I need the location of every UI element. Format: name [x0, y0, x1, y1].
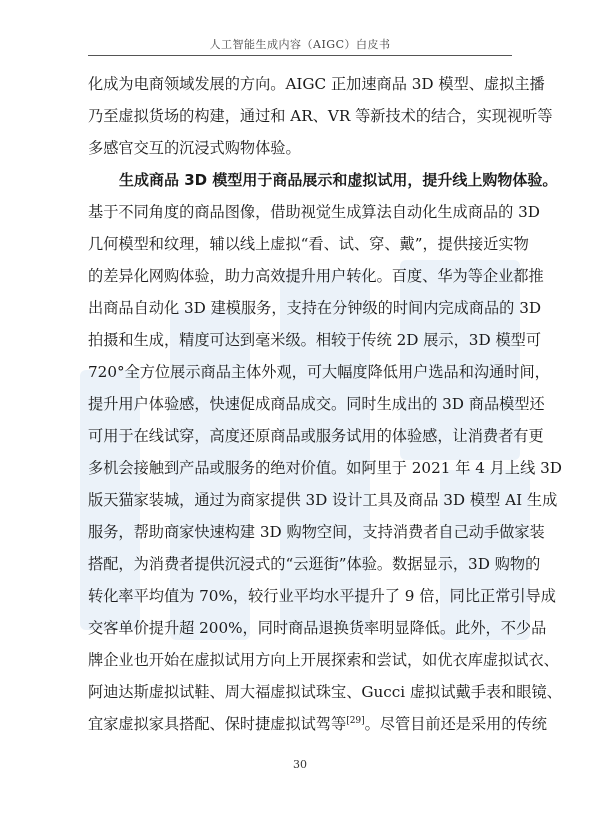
body-line: 提升用户体验感，快速促成商品成交。同时生成出的 3D 商品模型还 — [88, 395, 545, 413]
body-line: 720°全方位展示商品主体外观，可大幅度降低用户选品和沟通时间， — [88, 363, 550, 381]
page-body — [88, 68, 562, 740]
body-line: 转化率平均值为 70%，较行业平均水平提升了 9 倍，同比正常引导成 — [88, 587, 556, 605]
running-header: 人工智能生成内容（AIGC）白皮书 — [209, 38, 391, 51]
body-line: 基于不同角度的商品图像，借助视觉生成算法自动化生成商品的 3D — [88, 203, 540, 221]
body-line-with-citation — [88, 708, 547, 740]
body-line: 乃至虚拟货场的构建，通过和 AR、VR 等新技术的结合，实现视听等 — [88, 107, 553, 125]
body-line: 搭配，为消费者提供沉浸式的“云逛街”体验。数据显示，3D 购物的 — [88, 555, 541, 573]
body-line: 交客单价提升超 200%，同时商品退换货率明显降低。此外，不少品 — [88, 619, 547, 637]
body-line: 的差异化网购体验，助力高效提升用户转化。百度、华为等企业都推 — [88, 267, 544, 285]
page-number: 30 — [293, 758, 307, 771]
body-line: 阿迪达斯虚拟试鞋、周大福虚拟试珠宝、Gucci 虚拟试戴手表和眼镜、 — [88, 683, 562, 701]
body-line: 多机会接触到产品或服务的绝对价值。如阿里于 2021 年 4 月上线 3D — [88, 459, 562, 477]
body-line: 牌企业也开始在虚拟试用方向上开展探索和尝试，如优衣库虚拟试衣、 — [88, 651, 559, 669]
body-line-text: 宜家虚拟家具搭配、保时捷虚拟试驾等 — [88, 715, 347, 733]
body-line: 拍摄和生成，精度可达到毫米级。相较于传统 2D 展示，3D 模型可 — [88, 331, 542, 349]
body-line: 可用于在线试穿，高度还原商品或服务试用的体验感，让消费者有更 — [88, 427, 544, 445]
header-divider — [88, 55, 512, 56]
section-lead: 生成商品 3D 模型用于商品展示和虚拟试用，提升线上购物体验。 — [119, 171, 558, 189]
body-line: 服务，帮助商家快速构建 3D 购物空间，支持消费者自己动手做家装 — [88, 523, 545, 541]
body-line: 化成为电商领域发展的方向。AIGC 正加速商品 3D 模型、虚拟主播 — [88, 75, 545, 93]
body-line: 出商品自动化 3D 建模服务，支持在分钟级的时间内完成商品的 3D — [88, 299, 542, 317]
body-line-text: 。尽管目前还是采用的传统 — [364, 715, 547, 733]
body-line: 版天猫家装城，通过为商家提供 3D 设计工具及商品 3D 模型 AI 生成 — [88, 491, 558, 509]
body-line: 多感官交互的沉浸式购物体验。 — [88, 139, 301, 157]
citation-ref[interactable]: [29] — [346, 715, 365, 726]
body-line: 几何模型和纹理，辅以线上虚拟“看、试、穿、戴”，提供接近实物 — [88, 235, 529, 253]
